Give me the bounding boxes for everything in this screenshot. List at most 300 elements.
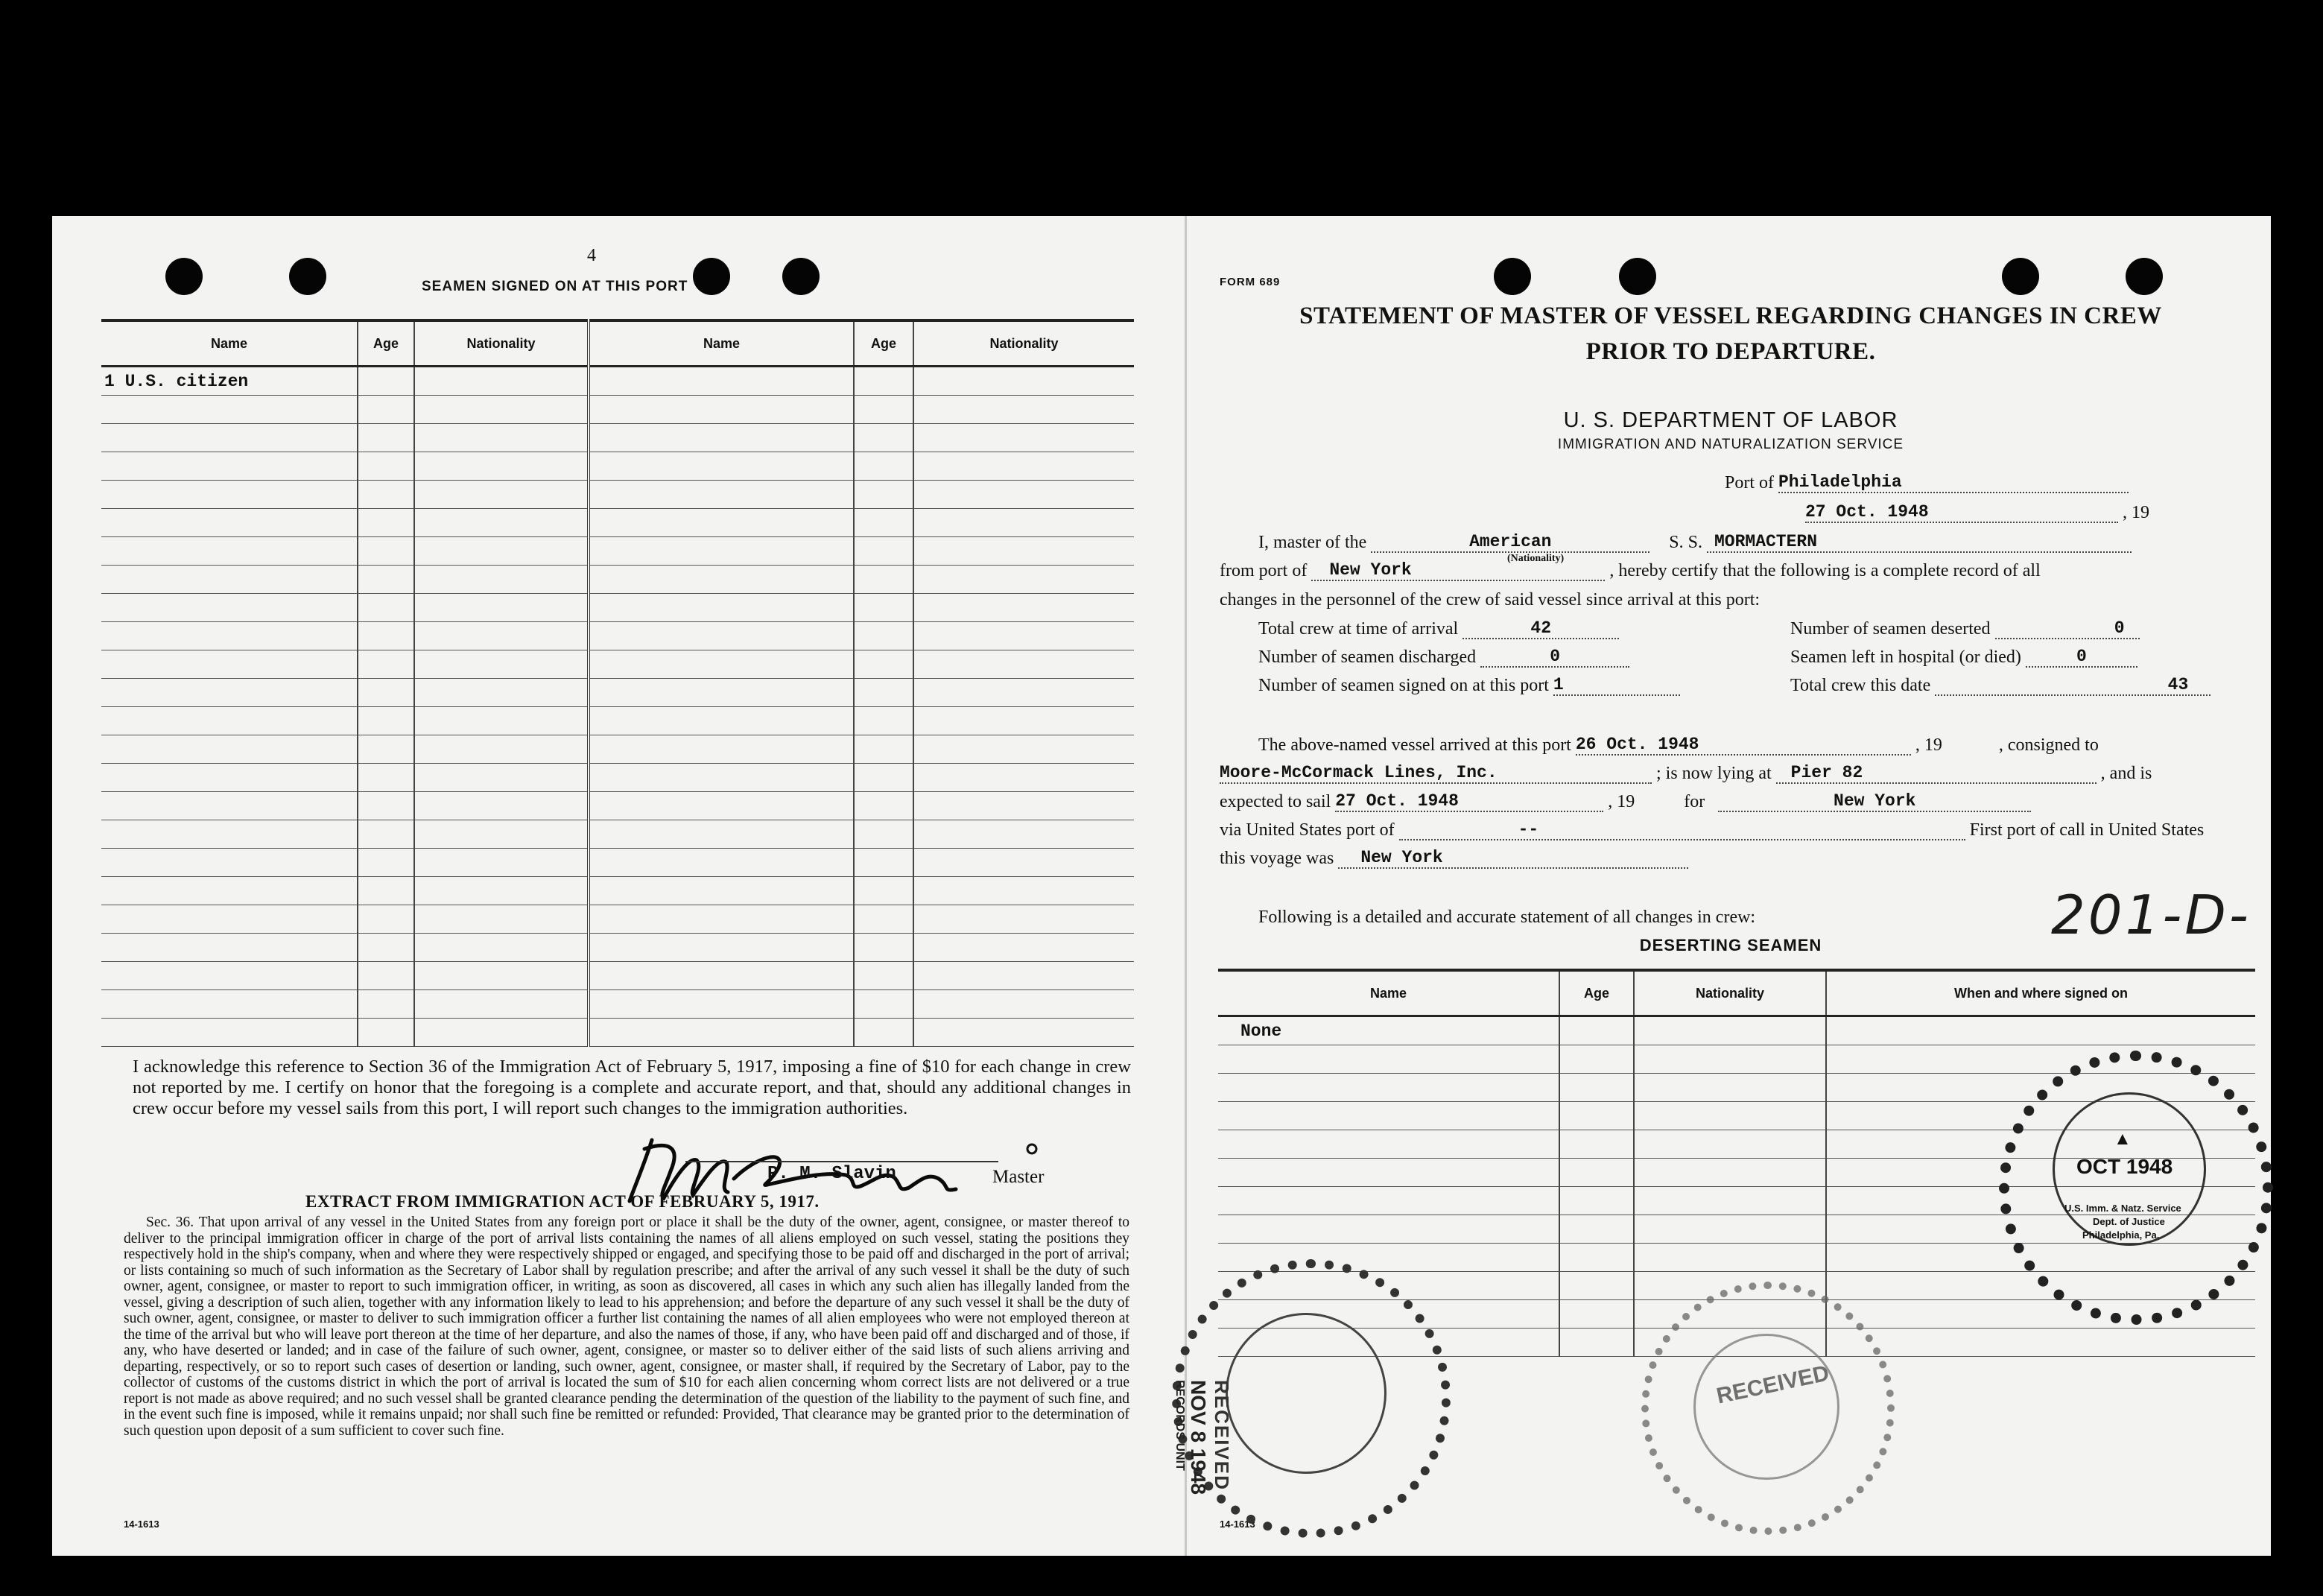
table-row bbox=[101, 452, 1134, 481]
table-cell bbox=[101, 820, 358, 849]
table-row bbox=[101, 650, 1134, 679]
via-label: via United States port of bbox=[1220, 820, 1395, 840]
table-cell bbox=[854, 820, 913, 849]
stat-total-date bbox=[1790, 675, 2211, 696]
table-cell bbox=[358, 764, 414, 792]
table-row bbox=[101, 1019, 1134, 1047]
table-cell bbox=[854, 735, 913, 764]
table-cell bbox=[913, 481, 1134, 509]
table-cell bbox=[913, 934, 1134, 962]
table-cell bbox=[1559, 1159, 1634, 1187]
table-row bbox=[101, 792, 1134, 820]
seamen-signed-heading: SEAMEN SIGNED ON AT THIS PORT bbox=[422, 279, 688, 294]
table-cell bbox=[414, 849, 589, 877]
punch-hole bbox=[165, 258, 203, 295]
table-cell bbox=[101, 481, 358, 509]
table-cell bbox=[414, 566, 589, 594]
stat-label: Seamen left in hospital (or died) bbox=[1790, 647, 2021, 667]
acknowledgement-text: I acknowledge this reference to Section 36 of the Immigration Act of February 5, 1917, imposing a fine of $10 for each change in crew not reported by me. I certify on honor that the foregoing is a complete and accurate report, and that, should any additional changes in crew occur before my vessel sails from this port, I will report such changes to the immigration authorities. bbox=[133, 1057, 1131, 1118]
table-cell bbox=[1218, 1074, 1559, 1102]
via-value: -- bbox=[1399, 820, 1965, 840]
table-cell bbox=[589, 396, 854, 424]
table-cell bbox=[589, 509, 854, 537]
stamp-month: OCT 1948 bbox=[2076, 1155, 2173, 1178]
stat-deserted bbox=[1790, 618, 2140, 639]
stat-value: 0 bbox=[1995, 618, 2140, 639]
stamp-received: RECEIVED bbox=[1714, 1361, 1832, 1409]
table-cell bbox=[854, 764, 913, 792]
table-cell bbox=[101, 622, 358, 650]
table-cell bbox=[1634, 1187, 1826, 1215]
table-cell bbox=[854, 707, 913, 735]
table-cell bbox=[854, 622, 913, 650]
following-text: Following is a detailed and accurate statement of all changes in crew: bbox=[1258, 908, 1756, 927]
page-number: 4 bbox=[587, 246, 596, 265]
table-row bbox=[101, 424, 1134, 452]
stat-value: 0 bbox=[1480, 647, 1629, 668]
document-sheet bbox=[52, 216, 2271, 1556]
signature-name: P. M. Slavin bbox=[767, 1164, 896, 1184]
table-cell bbox=[414, 622, 589, 650]
service-name: IMMIGRATION AND NATURALIZATION SERVICE bbox=[1557, 437, 1904, 452]
consigned-label: , consigned to bbox=[1998, 735, 2099, 755]
table-row bbox=[101, 396, 1134, 424]
certify-text: , hereby certify that the following is a complete record of all bbox=[1609, 561, 2041, 580]
table-cell bbox=[1559, 1244, 1634, 1272]
stamp-text-group bbox=[1173, 1380, 1233, 1495]
table-cell bbox=[414, 396, 589, 424]
stamp-line: Philadelphia, Pa. bbox=[2082, 1229, 2160, 1241]
table-cell bbox=[589, 934, 854, 962]
table-cell bbox=[1634, 1244, 1826, 1272]
table-cell bbox=[1634, 1130, 1826, 1159]
table-cell bbox=[589, 792, 854, 820]
stat-value: 0 bbox=[2026, 647, 2137, 668]
table-cell bbox=[101, 650, 358, 679]
arrow-up-icon: ▲ bbox=[2114, 1130, 2132, 1149]
table-cell bbox=[854, 396, 913, 424]
table-cell bbox=[101, 679, 358, 707]
table-cell bbox=[358, 481, 414, 509]
table-cell bbox=[1634, 1215, 1826, 1244]
table-cell bbox=[1634, 1045, 1826, 1074]
table-cell bbox=[1218, 1130, 1559, 1159]
consignee-row bbox=[1220, 763, 2152, 784]
table-cell bbox=[913, 537, 1134, 566]
table-cell bbox=[414, 764, 589, 792]
table-cell bbox=[358, 537, 414, 566]
punch-hole bbox=[1494, 258, 1531, 295]
table-cell bbox=[358, 509, 414, 537]
for-value: New York bbox=[1718, 791, 2031, 812]
table-row bbox=[101, 679, 1134, 707]
table-cell bbox=[101, 452, 358, 481]
nationality-caption: (Nationality) bbox=[1507, 553, 1565, 564]
table-cell bbox=[854, 792, 913, 820]
stat-total-arrival bbox=[1258, 618, 1619, 639]
table-cell bbox=[589, 764, 854, 792]
table-cell bbox=[1218, 1215, 1559, 1244]
table-row bbox=[101, 481, 1134, 509]
table-cell bbox=[854, 650, 913, 679]
table-cell bbox=[854, 452, 913, 481]
table-cell bbox=[414, 679, 589, 707]
table-cell bbox=[101, 735, 358, 764]
table-row bbox=[101, 820, 1134, 849]
table-cell bbox=[101, 990, 358, 1019]
table-row bbox=[101, 735, 1134, 764]
col-age: Age bbox=[358, 320, 414, 367]
ss-label: S. S. bbox=[1669, 533, 1702, 552]
extract-title: EXTRACT FROM IMMIGRATION ACT OF FEBRUARY 5, 1917. bbox=[305, 1192, 820, 1211]
table-cell bbox=[414, 735, 589, 764]
table-cell bbox=[1559, 1329, 1634, 1357]
table-cell bbox=[101, 707, 358, 735]
table-cell bbox=[358, 622, 414, 650]
table-cell bbox=[101, 934, 358, 962]
form-title-line1: STATEMENT OF MASTER OF VESSEL REGARDING CHANGES IN CREW bbox=[1299, 303, 2162, 329]
year-prefix: , 19 bbox=[1608, 792, 1635, 811]
voyage-label: this voyage was bbox=[1220, 849, 1334, 868]
table-cell bbox=[589, 849, 854, 877]
table-cell bbox=[101, 1019, 358, 1047]
left-page bbox=[52, 216, 1185, 1556]
expected-row bbox=[1220, 791, 2031, 812]
table-cell bbox=[913, 849, 1134, 877]
table-cell bbox=[913, 452, 1134, 481]
table-cell bbox=[414, 792, 589, 820]
table-cell bbox=[101, 792, 358, 820]
table-row bbox=[101, 622, 1134, 650]
port-label: Port of bbox=[1725, 473, 1774, 493]
table-cell bbox=[854, 566, 913, 594]
nov-received-stamp bbox=[1172, 1259, 1451, 1538]
table-row bbox=[101, 990, 1134, 1019]
table-cell bbox=[913, 566, 1134, 594]
table-cell bbox=[1559, 1045, 1634, 1074]
arrived-value: 26 Oct. 1948 bbox=[1576, 735, 1911, 756]
table-cell bbox=[414, 905, 589, 934]
table-cell bbox=[358, 849, 414, 877]
table-cell bbox=[358, 877, 414, 905]
table-cell bbox=[101, 566, 358, 594]
table-cell bbox=[589, 877, 854, 905]
master-row bbox=[1258, 532, 2132, 553]
changes-text: changes in the personnel of the crew of said vessel since arrival at this port: bbox=[1220, 590, 1761, 609]
table-cell bbox=[589, 905, 854, 934]
table-cell bbox=[913, 1019, 1134, 1047]
table-cell bbox=[414, 481, 589, 509]
stamp-line: U.S. Imm. & Natz. Service bbox=[2064, 1203, 2181, 1214]
stat-label: Number of seamen discharged bbox=[1258, 647, 1477, 667]
lying-label: ; is now lying at bbox=[1656, 764, 1772, 783]
table-row bbox=[101, 764, 1134, 792]
table-cell bbox=[1634, 1159, 1826, 1187]
table-cell bbox=[358, 566, 414, 594]
table-cell bbox=[1559, 1130, 1634, 1159]
table-cell bbox=[101, 396, 358, 424]
stat-signed-on bbox=[1258, 675, 1680, 696]
col-nationality: Nationality bbox=[414, 320, 589, 367]
ship-name: MORMACTERN bbox=[1707, 532, 2132, 553]
table-cell bbox=[414, 594, 589, 622]
form-title-line2: PRIOR TO DEPARTURE. bbox=[1585, 338, 1876, 365]
table-cell bbox=[1218, 1187, 1559, 1215]
table-cell bbox=[589, 594, 854, 622]
table-cell bbox=[1559, 1074, 1634, 1102]
table-cell bbox=[358, 934, 414, 962]
received-stamp bbox=[1641, 1282, 1895, 1535]
table-cell bbox=[913, 990, 1134, 1019]
table-cell bbox=[913, 594, 1134, 622]
table-cell bbox=[854, 849, 913, 877]
table-cell bbox=[358, 990, 414, 1019]
table-cell bbox=[854, 679, 913, 707]
table-cell bbox=[358, 679, 414, 707]
department-name: U. S. DEPARTMENT OF LABOR bbox=[1563, 408, 1898, 432]
table-cell bbox=[1559, 1215, 1634, 1244]
table-cell bbox=[854, 594, 913, 622]
table-cell bbox=[414, 424, 589, 452]
date-value: 27 Oct. 1948 bbox=[1805, 502, 2118, 523]
expected-label: expected to sail bbox=[1220, 792, 1331, 811]
signed-on-rows bbox=[101, 367, 1134, 1047]
table-cell bbox=[589, 990, 854, 1019]
table-cell bbox=[589, 707, 854, 735]
stat-label: Total crew this date bbox=[1790, 676, 1931, 695]
table-cell bbox=[854, 481, 913, 509]
table-cell bbox=[101, 849, 358, 877]
table-cell bbox=[913, 877, 1134, 905]
table-cell bbox=[101, 594, 358, 622]
stat-label: Total crew at time of arrival bbox=[1258, 619, 1459, 639]
table-cell bbox=[1559, 1272, 1634, 1300]
nationality-value: American bbox=[1371, 532, 1649, 553]
right-page bbox=[1173, 216, 2273, 1556]
table-row bbox=[101, 566, 1134, 594]
table-cell bbox=[913, 792, 1134, 820]
table-cell bbox=[854, 990, 913, 1019]
table-cell bbox=[358, 396, 414, 424]
table-row bbox=[101, 905, 1134, 934]
consignee-value: Moore-McCormack Lines, Inc. bbox=[1220, 763, 1652, 784]
table-cell bbox=[854, 509, 913, 537]
table-row bbox=[101, 509, 1134, 537]
table-cell bbox=[358, 905, 414, 934]
table-cell bbox=[358, 707, 414, 735]
stat-value: 42 bbox=[1462, 618, 1619, 639]
table-cell bbox=[913, 650, 1134, 679]
table-row bbox=[101, 594, 1134, 622]
table-cell bbox=[913, 735, 1134, 764]
table-cell bbox=[1218, 1045, 1559, 1074]
first-port-label: First port of call in United States bbox=[1969, 820, 2205, 840]
col-name: Name bbox=[1218, 970, 1559, 1016]
table-cell bbox=[358, 1019, 414, 1047]
stamp-received: RECEIVED bbox=[1211, 1380, 1233, 1491]
table-cell bbox=[589, 650, 854, 679]
table-cell bbox=[358, 792, 414, 820]
table-cell bbox=[414, 537, 589, 566]
table-cell bbox=[358, 962, 414, 990]
col-name: Name bbox=[101, 320, 358, 367]
table-row bbox=[1218, 1016, 2255, 1045]
table-cell bbox=[854, 424, 913, 452]
table-cell bbox=[414, 820, 589, 849]
table-cell bbox=[913, 679, 1134, 707]
signature-role: Master bbox=[992, 1167, 1045, 1187]
table-cell bbox=[101, 877, 358, 905]
table-cell bbox=[414, 509, 589, 537]
table-cell bbox=[1634, 1102, 1826, 1130]
table-cell bbox=[589, 679, 854, 707]
table-cell bbox=[589, 622, 854, 650]
arrived-row bbox=[1258, 735, 2099, 756]
punch-hole bbox=[782, 258, 820, 295]
table-cell bbox=[101, 537, 358, 566]
table-cell bbox=[589, 566, 854, 594]
table-cell bbox=[1218, 1102, 1559, 1130]
stat-hospital bbox=[1790, 647, 2137, 668]
table-cell bbox=[101, 509, 358, 537]
stat-label: Number of seamen signed on at this port bbox=[1258, 676, 1549, 695]
table-cell bbox=[1559, 1102, 1634, 1130]
port-row bbox=[1725, 472, 2129, 493]
table-cell bbox=[854, 934, 913, 962]
stamp-unit: RECORDS UNIT bbox=[1173, 1380, 1186, 1471]
table-cell bbox=[589, 820, 854, 849]
table-cell bbox=[913, 622, 1134, 650]
handwritten-code: 201-D- bbox=[2051, 884, 2251, 946]
port-value: Philadelphia bbox=[1778, 472, 2129, 493]
form-code: 14-1613 bbox=[124, 1519, 159, 1530]
signed-on-table bbox=[101, 319, 1134, 1047]
punch-hole bbox=[693, 258, 730, 295]
table-cell bbox=[913, 764, 1134, 792]
table-cell bbox=[101, 905, 358, 934]
table-cell bbox=[589, 481, 854, 509]
table-cell bbox=[414, 934, 589, 962]
voyage-row bbox=[1220, 848, 1688, 869]
stamp-line: Dept. of Justice bbox=[2093, 1216, 2165, 1227]
table-cell bbox=[101, 764, 358, 792]
table-cell bbox=[358, 594, 414, 622]
col-age: Age bbox=[854, 320, 913, 367]
punch-hole bbox=[2002, 258, 2039, 295]
table-cell bbox=[589, 537, 854, 566]
extract-text: Sec. 36. That upon arrival of any vessel in the United States from any foreign port or place it shall be the duty of the owner, agent, consignee, or master thereof to deliver to the principal immigration officer in charge of the port of arrival lists containing the names of all aliens employed on such vessel, stating the positions they respectively hold in the ship's company, when and where they were respectively shipped or engaged, and specifying those to be paid off and discharged in the port of arrival; or lists containing so much of such information as the Secretary of Labor shall by regulation prescribe; and after the arrival of any such vessel it shall be the duty of such owner, agent, consignee, or master to report to such immigration officer, in writing, as soon as discovered, all cases in which any such alien has illegally landed from the vessel, giving a description of such alien, together with any information likely to lead to his apprehension; and before the departure of any such vessel it shall be the duty of such owner, agent, consignee, or master to deliver to such immigration officer a further list containing the names of all alien employees who were not employed thereon at the time of the arrival but who will leave port thereon at the time of her departure, and also the names of those, if any, who have been paid off and discharged and of those, if any, who have deserted or landed; and in case of the failure of such owner, agent, consignee, or master so to deliver either of the said lists of such aliens arriving and departing, respectively, or so to report such cases of desertion or landing, such owner, agent, consignee, or master shall, if required by the Secretary of Labor, pay to the collector of customs of the customs district in which the port of arrival is located the sum of $10 for each alien concerning whom correct lists are not delivered or a true report is not made as above required; and no such vessel shall be granted clearance pending the determination of the question of the liability to the payment of such fine, and in the event such fine is imposed, while it remains unpaid; nor shall such fine be remitted or refunded: Provided, That clearance may be granted prior to the determination of such question upon deposit of a sum sufficient to cover such fine. bbox=[124, 1215, 1129, 1439]
col-nationality: Nationality bbox=[1634, 970, 1826, 1016]
table-cell bbox=[1559, 1187, 1634, 1215]
table-cell bbox=[414, 990, 589, 1019]
and-is-label: , and is bbox=[2100, 764, 2152, 783]
table-cell bbox=[589, 962, 854, 990]
stamp-inner-ring bbox=[1226, 1313, 1386, 1474]
table-cell bbox=[854, 962, 913, 990]
form-code: 14-1613 bbox=[1220, 1519, 1255, 1530]
table-cell bbox=[1826, 1329, 2255, 1357]
from-port-value: New York bbox=[1311, 560, 1605, 581]
table-cell bbox=[913, 707, 1134, 735]
col-nationality: Nationality bbox=[913, 320, 1134, 367]
entry-name: None bbox=[1218, 1016, 1559, 1045]
entry-name: 1 U.S. citizen bbox=[101, 367, 358, 396]
from-port-label: from port of bbox=[1220, 561, 1308, 580]
year-prefix: , 19 bbox=[1915, 735, 1942, 755]
stat-value: 1 bbox=[1553, 675, 1680, 696]
punch-hole bbox=[2126, 258, 2163, 295]
table-cell bbox=[101, 962, 358, 990]
table-cell bbox=[414, 1019, 589, 1047]
table-cell bbox=[1559, 1300, 1634, 1329]
table-cell bbox=[414, 452, 589, 481]
col-age: Age bbox=[1559, 970, 1634, 1016]
table-cell bbox=[913, 424, 1134, 452]
table-cell bbox=[913, 962, 1134, 990]
table-cell bbox=[414, 962, 589, 990]
master-label: I, master of the bbox=[1258, 533, 1367, 552]
table-row bbox=[101, 537, 1134, 566]
punch-hole bbox=[1619, 258, 1656, 295]
table-cell bbox=[589, 735, 854, 764]
table-row bbox=[101, 367, 1134, 396]
table-cell bbox=[854, 1019, 913, 1047]
table-row bbox=[101, 707, 1134, 735]
form-label: FORM 689 bbox=[1220, 276, 1281, 288]
table-row bbox=[101, 934, 1134, 962]
col-name: Name bbox=[589, 320, 854, 367]
table-cell bbox=[913, 396, 1134, 424]
stat-label: Number of seamen deserted bbox=[1790, 619, 1991, 639]
stat-discharged bbox=[1258, 647, 1629, 668]
lying-value: Pier 82 bbox=[1776, 763, 2097, 784]
table-cell bbox=[913, 509, 1134, 537]
table-row bbox=[101, 877, 1134, 905]
punch-hole bbox=[289, 258, 326, 295]
table-cell bbox=[358, 650, 414, 679]
table-cell bbox=[358, 820, 414, 849]
table-cell bbox=[589, 1019, 854, 1047]
for-label: for bbox=[1684, 792, 1705, 811]
from-port-row bbox=[1220, 560, 2041, 581]
table-cell bbox=[358, 452, 414, 481]
col-when-where: When and where signed on bbox=[1826, 970, 2255, 1016]
table-row bbox=[101, 849, 1134, 877]
table-cell bbox=[101, 424, 358, 452]
stat-value: 43 bbox=[1935, 675, 2211, 696]
table-cell bbox=[358, 735, 414, 764]
table-cell bbox=[913, 820, 1134, 849]
table-cell bbox=[1634, 1074, 1826, 1102]
deserting-heading: DESERTING SEAMEN bbox=[1639, 936, 1822, 954]
expected-value: 27 Oct. 1948 bbox=[1335, 791, 1603, 812]
arrived-label: The above-named vessel arrived at this port bbox=[1258, 735, 1571, 755]
table-cell bbox=[1218, 1159, 1559, 1187]
table-cell bbox=[358, 424, 414, 452]
table-cell bbox=[854, 905, 913, 934]
via-row bbox=[1220, 820, 2204, 840]
table-cell bbox=[589, 452, 854, 481]
table-cell bbox=[854, 537, 913, 566]
voyage-value: New York bbox=[1338, 848, 1688, 869]
stamp-date: NOV 8 1948 bbox=[1187, 1380, 1210, 1495]
oct-date-stamp bbox=[1999, 1051, 2273, 1325]
table-cell bbox=[414, 650, 589, 679]
table-cell bbox=[589, 424, 854, 452]
table-cell bbox=[414, 707, 589, 735]
signature-line bbox=[685, 1161, 998, 1162]
table-cell bbox=[414, 877, 589, 905]
